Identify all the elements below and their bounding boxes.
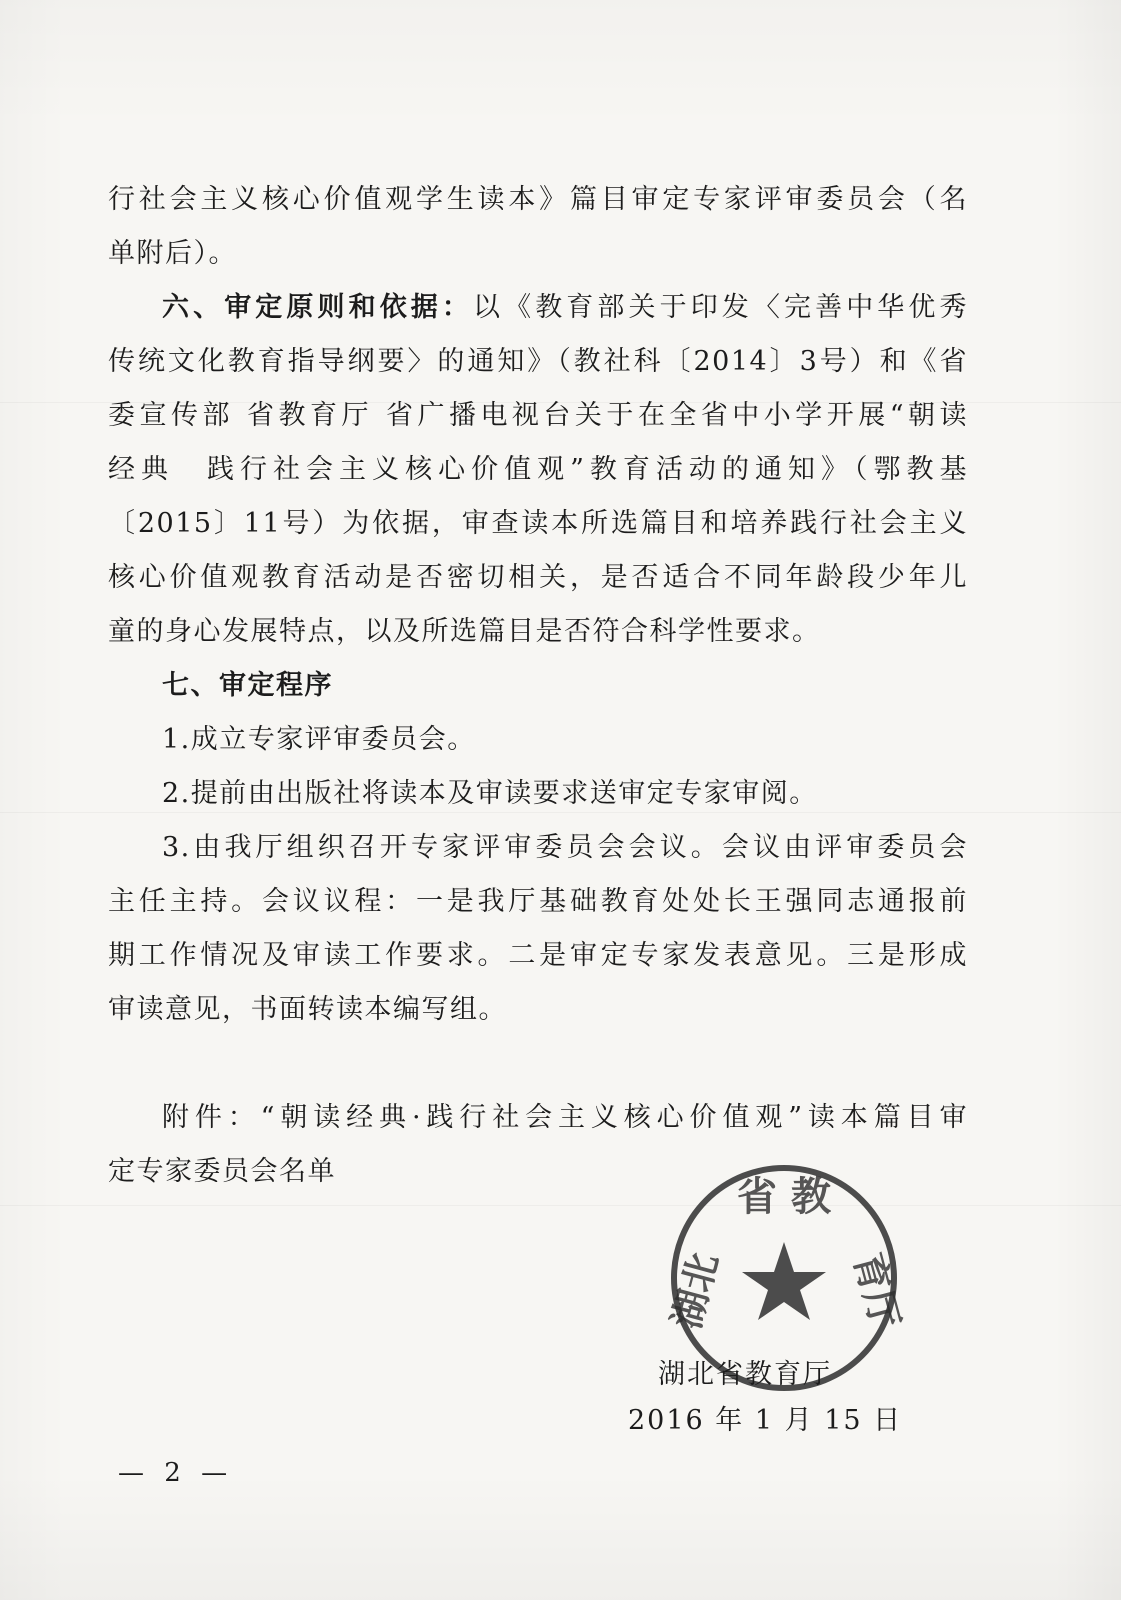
svg-text:育厅: 育厅 bbox=[845, 1248, 908, 1334]
procedure-item-1: 1.成立专家评审委员会。 bbox=[162, 724, 476, 755]
paper-fold bbox=[0, 1205, 1121, 1206]
body-line-5: 委宣传部 省教育厅 省广播电视台关于在全省中小学开展“朝读 bbox=[108, 400, 968, 431]
body-line-2: 单附后）。 bbox=[108, 238, 237, 269]
svg-text:湖北: 湖北 bbox=[664, 1248, 727, 1334]
attachment-line: 附件：“朝读经典·践行社会主义核心价值观”读本篇目审 bbox=[162, 1102, 968, 1133]
body-line-15: 期工作情况及审读工作要求。二是审定专家发表意见。三是形成 bbox=[108, 940, 968, 971]
procedure-item-3: 3.由我厅组织召开专家评审委员会会议。会议由评审委员会 bbox=[162, 832, 968, 863]
paper-fold bbox=[0, 812, 1121, 813]
body-line-7: 〔2015〕11号）为依据，审查读本所选篇目和培养践行社会主义 bbox=[108, 508, 968, 539]
body-line-9: 童的身心发展特点，以及所选篇目是否符合科学性要求。 bbox=[108, 616, 821, 647]
page-number: — 2 — bbox=[118, 1458, 234, 1488]
section-six-text: 以《教育部关于印发〈完善中华优秀 bbox=[473, 292, 968, 323]
signature-date: 2016 年 1 月 15 日 bbox=[628, 1405, 903, 1436]
attachment-line-2: 定专家委员会名单 bbox=[108, 1156, 336, 1187]
body-line-8: 核心价值观教育活动是否密切相关，是否适合不同年龄段少年儿 bbox=[108, 562, 968, 593]
procedure-item-2: 2.提前由出版社将读本及审读要求送审定专家审阅。 bbox=[162, 778, 818, 809]
body-line-4: 传统文化教育指导纲要〉的通知》（教社科〔2014〕3号）和《省 bbox=[108, 346, 968, 377]
body-line-6: 经典 践行社会主义核心价值观”教育活动的通知》（鄂教基 bbox=[108, 454, 968, 485]
body-line-16: 审读意见，书面转读本编写组。 bbox=[108, 994, 507, 1025]
body-line-1: 行社会主义核心价值观学生读本》篇目审定专家评审委员会（名 bbox=[108, 184, 968, 215]
section-seven-heading: 七、审定程序 bbox=[162, 670, 333, 701]
svg-text:省 教: 省 教 bbox=[737, 1174, 831, 1220]
section-six bbox=[162, 294, 968, 321]
section-six-heading: 六、审定原则和依据： bbox=[162, 292, 473, 323]
signature-org: 湖北省教育厅 bbox=[658, 1359, 832, 1390]
body-line-14: 主任主持。会议议程：一是我厅基础教育处处长王强同志通报前 bbox=[108, 886, 968, 917]
